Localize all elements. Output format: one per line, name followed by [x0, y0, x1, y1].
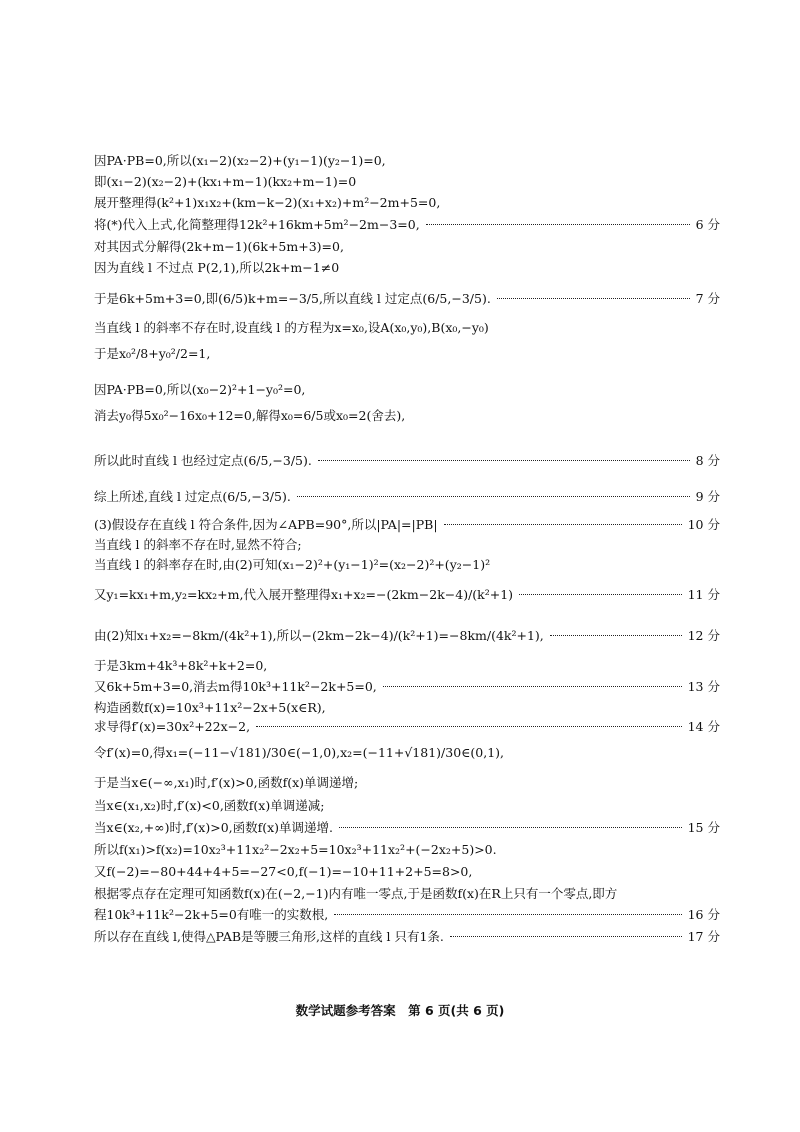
line-text: 因PA·PB=0,所以(x₁−2)(x₂−2)+(y₁−1)(y₂−1)=0, — [94, 153, 386, 168]
solution-line — [94, 259, 720, 276]
dot-leader — [256, 726, 682, 727]
dot-leader — [497, 298, 690, 299]
line-text: 程10k³+11k²−2k+5=0有唯一的实数根, — [94, 907, 329, 922]
solution-line — [94, 744, 720, 761]
line-text: 当x∈(x₁,x₂)时,f′(x)<0,函数f(x)单调递减; — [94, 798, 325, 813]
score-mark: 8 分 — [695, 453, 720, 468]
line-text: (3)假设存在直线 l 符合条件,因为∠APB=90°,所以|PA|=|PB| — [94, 517, 438, 532]
line-text: 将(*)代入上式,化简整理得12k²+16km+5m²−2m−3=0, — [94, 217, 420, 232]
solution-line — [94, 718, 720, 735]
line-text: 于是3km+4k³+8k²+k+2=0, — [94, 658, 268, 673]
score-mark: 10 分 — [687, 517, 720, 532]
page-footer: 数学试题参考答案 第 6 页(共 6 页) — [295, 1003, 505, 1018]
dot-leader — [450, 936, 682, 937]
line-text: 因PA·PB=0,所以(x₀−2)²+1−y₀²=0, — [94, 382, 306, 397]
solution-line — [94, 173, 720, 190]
line-text: 因为直线 l 不过点 P(2,1),所以2k+m−1≠0 — [94, 260, 340, 275]
line-text: 根据零点存在定理可知函数f(x)在(−2,−1)内有唯一零点,于是函数f(x)在R上只有一个零点,即方 — [94, 886, 618, 901]
solution-line — [94, 556, 720, 573]
line-text: 于是6k+5m+3=0,即(6/5)k+m=−3/5,所以直线 l 过定点(6/5,−3/5). — [94, 291, 491, 306]
solution-line — [94, 194, 720, 211]
dot-leader — [550, 635, 682, 636]
score-mark: 15 分 — [687, 820, 720, 835]
solution-line — [94, 774, 720, 791]
line-text: 又6k+5m+3=0,消去m得10k³+11k²−2k+5=0, — [94, 679, 377, 694]
line-text: 又f(−2)=−80+44+4+5=−27<0,f(−1)=−10+11+2+5=8>0, — [94, 864, 473, 879]
dot-leader — [297, 496, 690, 497]
solution-line — [94, 407, 720, 424]
solution-line — [94, 536, 720, 553]
solution-line — [94, 797, 720, 814]
solution-line — [94, 290, 720, 307]
line-text: 当直线 l 的斜率不存在时,设直线 l 的方程为x=x₀,设A(x₀,y₀),B(x₀,−y₀) — [94, 320, 489, 335]
dot-leader — [519, 594, 682, 595]
solution-line — [94, 238, 720, 255]
dot-leader — [318, 460, 690, 461]
line-text: 于是x₀²/8+y₀²/2=1, — [94, 346, 211, 361]
line-text: 当直线 l 的斜率不存在时,显然不符合; — [94, 537, 302, 552]
solution-line — [94, 586, 720, 603]
line-text: 对其因式分解得(2k+m−1)(6k+5m+3)=0, — [94, 239, 344, 254]
solution-line — [94, 657, 720, 674]
line-text: 由(2)知x₁+x₂=−8km/(4k²+1),所以−(2km−2k−4)/(k²+1)=−8km/(4k²+1), — [94, 628, 544, 643]
line-text: 消去y₀得5x₀²−16x₀+12=0,解得x₀=6/5或x₀=2(舍去), — [94, 408, 406, 423]
solution-line — [94, 885, 720, 902]
solution-line — [94, 841, 720, 858]
score-mark: 13 分 — [687, 679, 720, 694]
line-text: 又y₁=kx₁+m,y₂=kx₂+m,代入展开整理得x₁+x₂=−(2km−2k−4)/(k²+1) — [94, 587, 514, 602]
solution-line — [94, 678, 720, 695]
solution-line — [94, 819, 720, 836]
dot-leader — [334, 914, 681, 915]
line-text: 当直线 l 的斜率存在时,由(2)可知(x₁−2)²+(y₁−1)²=(x₂−2)²+(y₂−1)² — [94, 557, 491, 572]
line-text: 当x∈(x₂,+∞)时,f′(x)>0,函数f(x)单调递增. — [94, 820, 334, 835]
line-text: 令f′(x)=0,得x₁=(−11−√181)/30∈(−1,0),x₂=(−11+√181)/30∈(0,1), — [94, 745, 505, 760]
dot-leader — [444, 524, 682, 525]
line-text: 求导得f′(x)=30x²+22x−2, — [94, 719, 251, 734]
dot-leader — [339, 827, 682, 828]
line-text: 即(x₁−2)(x₂−2)+(kx₁+m−1)(kx₂+m−1)=0 — [94, 174, 357, 189]
score-mark: 17 分 — [687, 929, 720, 944]
solution-line — [94, 516, 720, 533]
solution-line — [94, 381, 720, 398]
solution-line — [94, 906, 720, 923]
solution-line — [94, 928, 720, 945]
score-mark: 12 分 — [687, 628, 720, 643]
dot-leader — [383, 686, 682, 687]
solution-line — [94, 488, 720, 505]
solution-line — [94, 452, 720, 469]
line-text: 构造函数f(x)=10x³+11x²−2x+5(x∈R), — [94, 700, 326, 715]
line-text: 综上所述,直线 l 过定点(6/5,−3/5). — [94, 489, 291, 504]
line-text: 所以f(x₁)>f(x₂)=10x₂³+11x₂²−2x₂+5=10x₂³+11x₂²+(−2x₂+5)>0. — [94, 842, 497, 857]
score-mark: 9 分 — [695, 489, 720, 504]
solution-line — [94, 699, 720, 716]
line-text: 所以存在直线 l,使得△PAB是等腰三角形,这样的直线 l 只有1条. — [94, 929, 444, 944]
score-mark: 11 分 — [687, 587, 720, 602]
line-text: 所以此时直线 l 也经过定点(6/5,−3/5). — [94, 453, 312, 468]
score-mark: 16 分 — [687, 907, 720, 922]
solution-line — [94, 152, 720, 169]
solution-line — [94, 863, 720, 880]
solution-line — [94, 216, 720, 233]
dot-leader — [426, 224, 690, 225]
solution-line — [94, 345, 720, 362]
score-mark: 7 分 — [695, 291, 720, 306]
score-mark: 14 分 — [687, 719, 720, 734]
score-mark: 6 分 — [695, 217, 720, 232]
line-text: 于是当x∈(−∞,x₁)时,f′(x)>0,函数f(x)单调递增; — [94, 775, 359, 790]
line-text: 展开整理得(k²+1)x₁x₂+(km−k−2)(x₁+x₂)+m²−2m+5=0, — [94, 195, 441, 210]
solution-line — [94, 319, 720, 336]
solution-line — [94, 627, 720, 644]
